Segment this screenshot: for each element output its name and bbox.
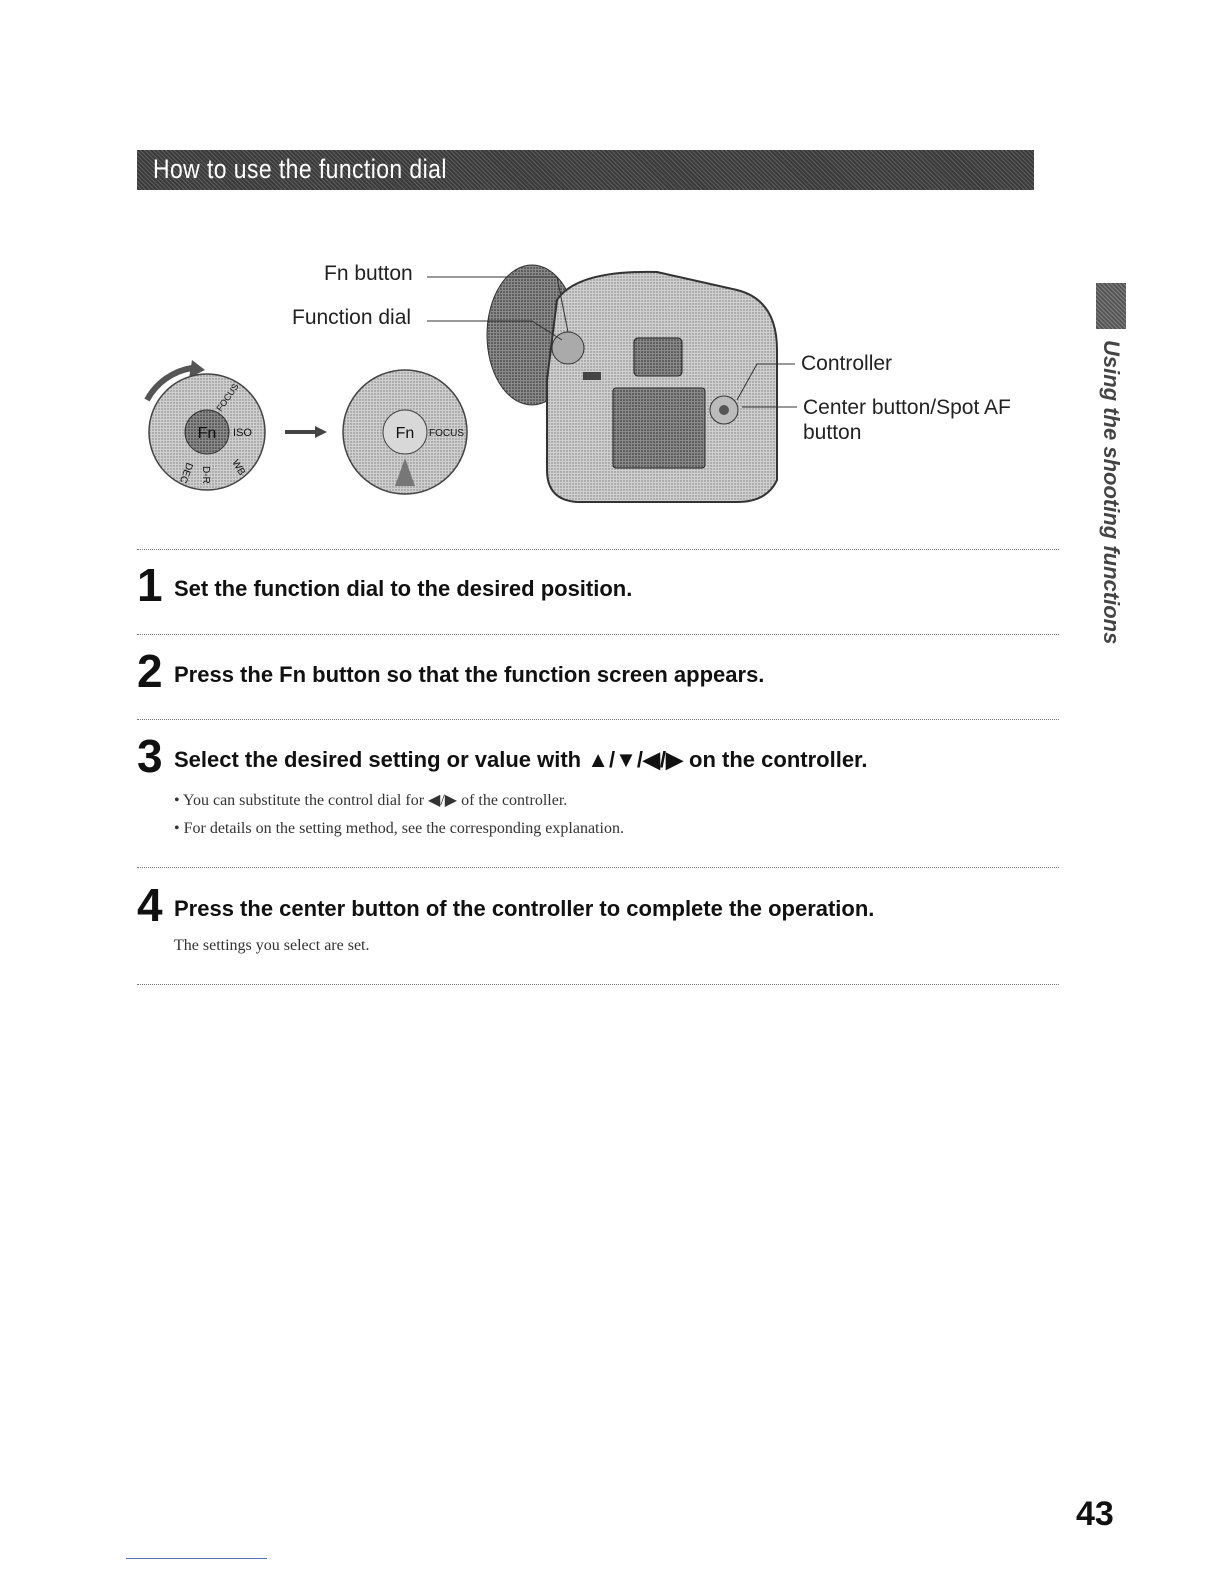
divider <box>137 719 1059 720</box>
step-heading: Set the function dial to the desired position. <box>174 576 633 601</box>
divider <box>137 549 1059 550</box>
side-tab-marker <box>1096 283 1126 329</box>
controller-label: Controller <box>801 352 893 375</box>
step-note: • For details on the setting method, see the corresponding explanation. <box>174 820 624 837</box>
step-number: 3 <box>137 730 163 782</box>
step-number: 1 <box>137 559 163 611</box>
function-dial-left <box>147 360 265 490</box>
step-note: • You can substitute the control dial for ◀/▶ of the controller. <box>174 792 568 809</box>
dial-focus-glyph-2: FOCUS <box>429 428 464 439</box>
center-button-icon <box>719 405 729 415</box>
right-arrow-icon <box>285 426 327 438</box>
step-heading: Press the Fn button so that the function screen appears. <box>174 662 765 687</box>
function-dial-label: Function dial <box>292 306 412 329</box>
page-number: 43 <box>1076 1495 1114 1533</box>
dial-fn-glyph-2: Fn <box>395 425 415 442</box>
center-button-label: Center button/Spot AF <box>803 396 1011 419</box>
lcd-screen <box>613 388 705 468</box>
dial-iso-glyph: ISO <box>233 427 252 439</box>
step-4 <box>137 879 1077 972</box>
step-heading: Select the desired setting or value with ▲/▼/◀/▶ on the controller. <box>174 747 868 772</box>
section-title: How to use the function dial <box>153 154 447 184</box>
viewfinder <box>634 338 682 376</box>
function-dial-right <box>343 370 467 494</box>
dial-dr-glyph: D-R <box>200 466 211 484</box>
step-2 <box>137 645 1077 708</box>
dial-wb-glyph: WB <box>229 458 247 478</box>
fn-button-label: Fn button <box>324 262 413 285</box>
step-3 <box>137 730 1077 853</box>
footer-line <box>126 1558 267 1559</box>
section-title-bar <box>137 150 1034 190</box>
divider <box>137 984 1059 985</box>
side-tab <box>1097 340 1127 645</box>
side-tab-label: Using the shooting functions <box>1099 340 1124 645</box>
step-1 <box>137 559 1077 622</box>
dial-fn-glyph: Fn <box>197 425 217 442</box>
step-heading: Press the center button of the controller to complete the operation. <box>174 896 875 921</box>
camera-illustration <box>137 240 1097 530</box>
divider <box>137 867 1059 868</box>
center-button-label-line2: button <box>803 421 862 444</box>
camera-figure <box>137 240 1097 530</box>
step-number: 2 <box>137 645 163 697</box>
dial-focus-glyph: FOCUS <box>214 381 241 414</box>
dial-dec-glyph: DEC <box>176 460 195 485</box>
divider <box>137 634 1059 635</box>
camera-body <box>487 265 777 502</box>
step-note: The settings you select are set. <box>174 937 370 954</box>
step-number: 4 <box>137 879 163 931</box>
